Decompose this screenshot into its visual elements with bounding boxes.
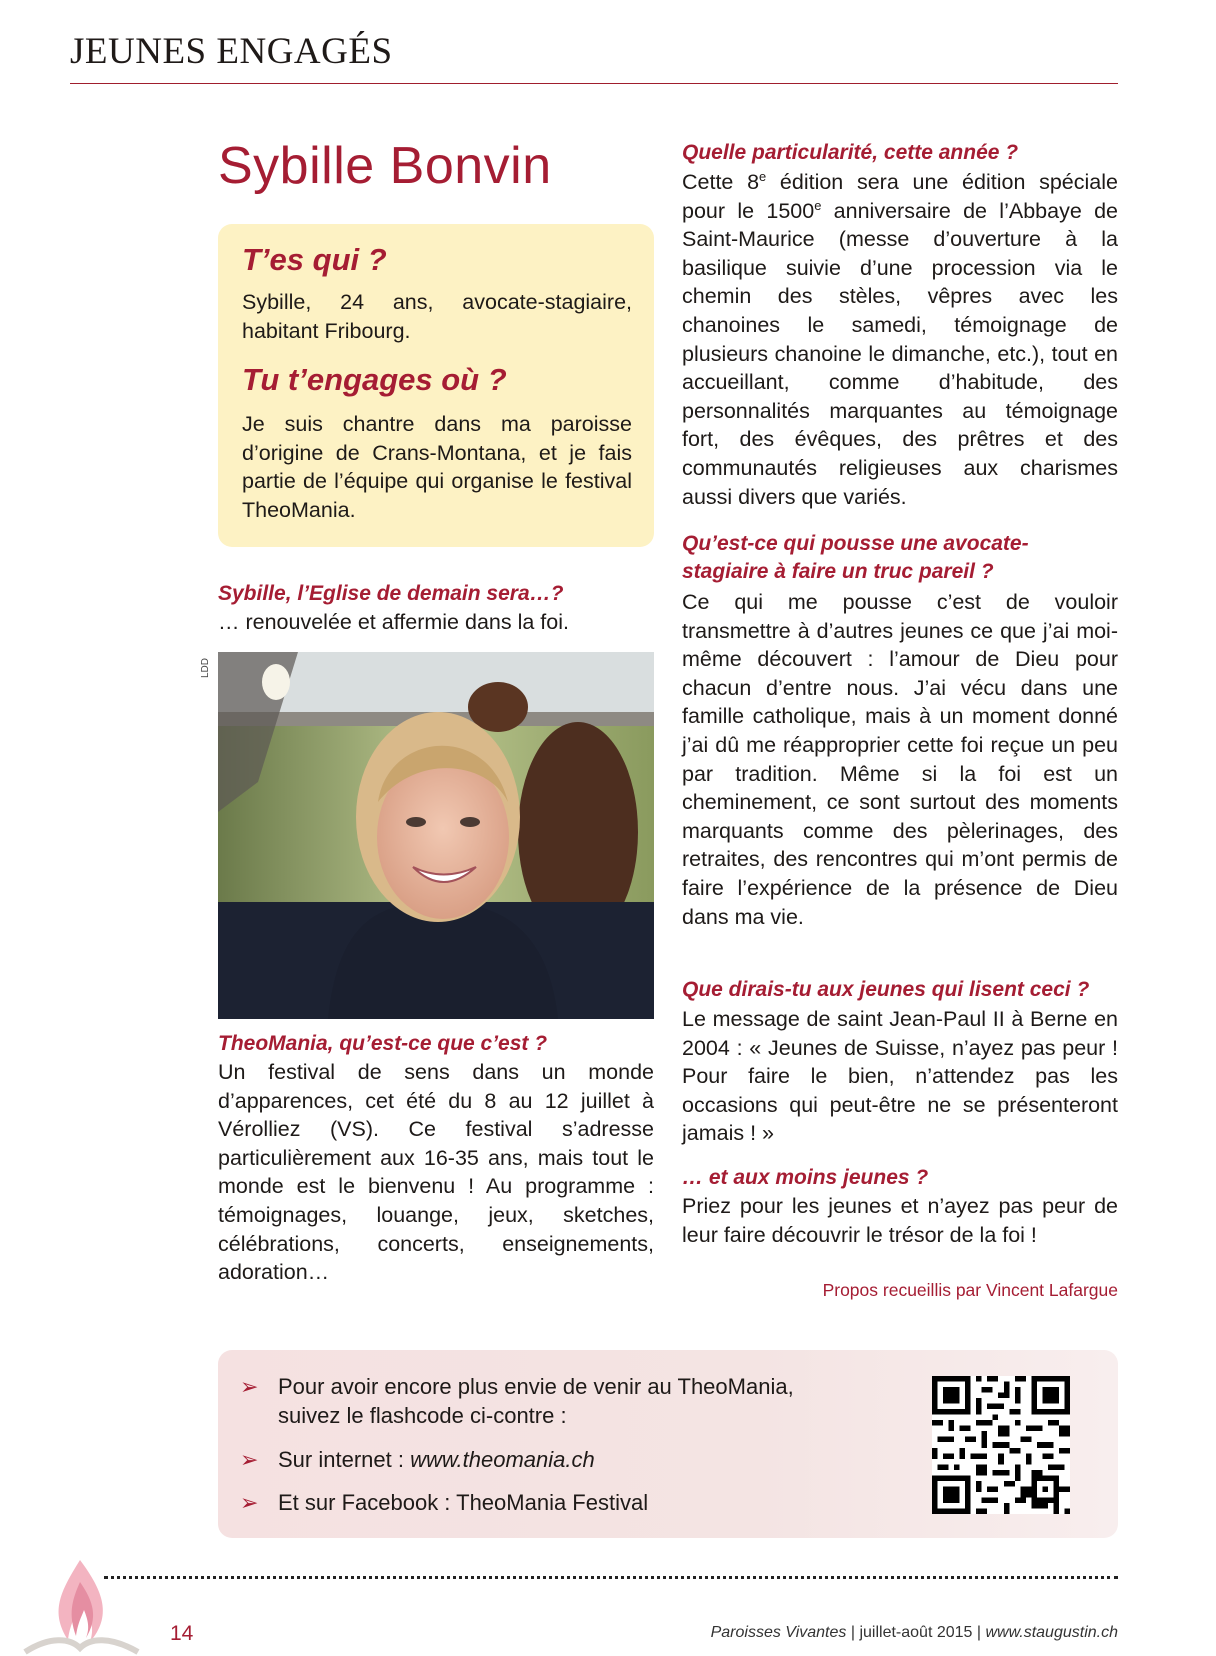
- answer-older: Priez pour les jeunes et n’ayez pas peur de leur faire découvrir le trésor de la foi !: [682, 1194, 1118, 1247]
- answer-who: Sybille, 24 ans, avocate-stagiaire, habitant Fribourg.: [242, 290, 632, 343]
- portrait-photo: [218, 652, 654, 1019]
- flame-logo-icon: [20, 1552, 140, 1656]
- info-item-flashcode: ➢ Pour avoir encore plus envie de venir au TheoMania, suivez le flashcode ci-contre :: [240, 1374, 794, 1428]
- answer-church: … renouvelée et affermie dans la foi.: [218, 610, 569, 634]
- question-theomania: TheoMania, qu’est-ce que c’est ?: [218, 1032, 548, 1055]
- question-church: Sybille, l’Eglise de demain sera…?: [218, 582, 564, 605]
- question-youth: Que dirais-tu aux jeunes qui lisent ceci ?: [682, 978, 1090, 1001]
- answer-theomania: Un festival de sens dans un monde d’apparences, cet été du 8 au 12 juillet à Vérolliez (VS). Ce festival s’adresse particulièrement aux 16-35 ans, mais tout le monde est le bienvenu ! Au programme : témoignages, louange, jeux, sketches, célébrations, concerts, enseignements, adoration…: [218, 1060, 654, 1285]
- question-motivation: Qu’est-ce qui pousse une avocate-stagiaire à faire un truc pareil ?: [682, 532, 1029, 583]
- publication-name: Paroisses Vivantes: [710, 1624, 847, 1641]
- photo-credit: LDD: [200, 657, 211, 678]
- question-older: … et aux moins jeunes ?: [682, 1166, 929, 1189]
- intro-box: [218, 224, 654, 547]
- question-who: T’es qui ?: [242, 242, 387, 277]
- footer-divider: [104, 1576, 1118, 1579]
- info-item-facebook: ➢ Et sur Facebook : TheoMania Festival: [240, 1490, 649, 1515]
- qr-code[interactable]: [932, 1376, 1070, 1514]
- answer-motivation: Ce qui me pousse c’est de vouloir transmettre à d’autres jeunes ce que j’ai moi-même découvert : l’amour de Dieu pour chacun d’entre nous. J’ai vécu dans une famille catholique, mais à un moment donné j’ai dû me réapproprier cette foi reçue un peu par tradition. Même si la foi est un cheminement, ce sont surtout des moments marquants comme des pèlerinages, des retraites, des rencontres qui m’ont permis de faire l’expérience de la présence de Dieu dans ma vie.: [682, 590, 1118, 929]
- footer-publication-info: Paroisses Vivantes | juillet-août 2015 | www.staugustin.ch: [710, 1624, 1118, 1641]
- interviewee-name: Sybille Bonvin: [218, 137, 552, 195]
- interview-credit: Propos recueillis par Vincent Lafargue: [822, 1280, 1118, 1300]
- question-special: Quelle particularité, cette année ?: [682, 141, 1019, 164]
- header-divider: [70, 83, 1118, 84]
- arrow-bullet-icon: ➢: [240, 1447, 259, 1472]
- answer-where: Je suis chantre dans ma paroisse d’origine de Crans-Montana, et je fais partie de l’équipe qui organise le festival TheoMania.: [242, 412, 632, 522]
- question-where: Tu t’engages où ?: [242, 362, 507, 397]
- section-title: JEUNES ENGAGÉS: [70, 31, 393, 72]
- answer-special: Cette 8e édition sera une édition spéciale pour le 1500e anniversaire de l’Abbaye de Saint-Maurice (messe d’ouverture à la basilique suivie d’une procession via le chemin des stèles, vêpres avec les chanoines le samedi, témoignage de plusieurs chanoine le dimanche, etc.), tout en accueillant, comme d’habitude, des personnalités marquantes au témoignage fort, des évêques, des prêtres et des communautés religieuses aux charismes aussi divers que variés.: [682, 168, 1118, 509]
- issue-date: juillet-août 2015: [859, 1624, 973, 1641]
- arrow-bullet-icon: ➢: [240, 1490, 259, 1515]
- page-number: 14: [170, 1622, 194, 1645]
- info-item-website: ➢ Sur internet : www.theomania.ch: [240, 1447, 595, 1472]
- answer-youth: Le message de saint Jean-Paul II à Berne en 2004 : « Jeunes de Suisse, n’ayez pas peur ! Pour faire le bien, n’attendez pas les occasions qui peut-être ne se présenteront jamais ! »: [682, 1007, 1118, 1146]
- arrow-bullet-icon: ➢: [240, 1374, 259, 1399]
- website-link[interactable]: www.theomania.ch: [410, 1447, 595, 1472]
- publication-website[interactable]: www.staugustin.ch: [985, 1624, 1118, 1641]
